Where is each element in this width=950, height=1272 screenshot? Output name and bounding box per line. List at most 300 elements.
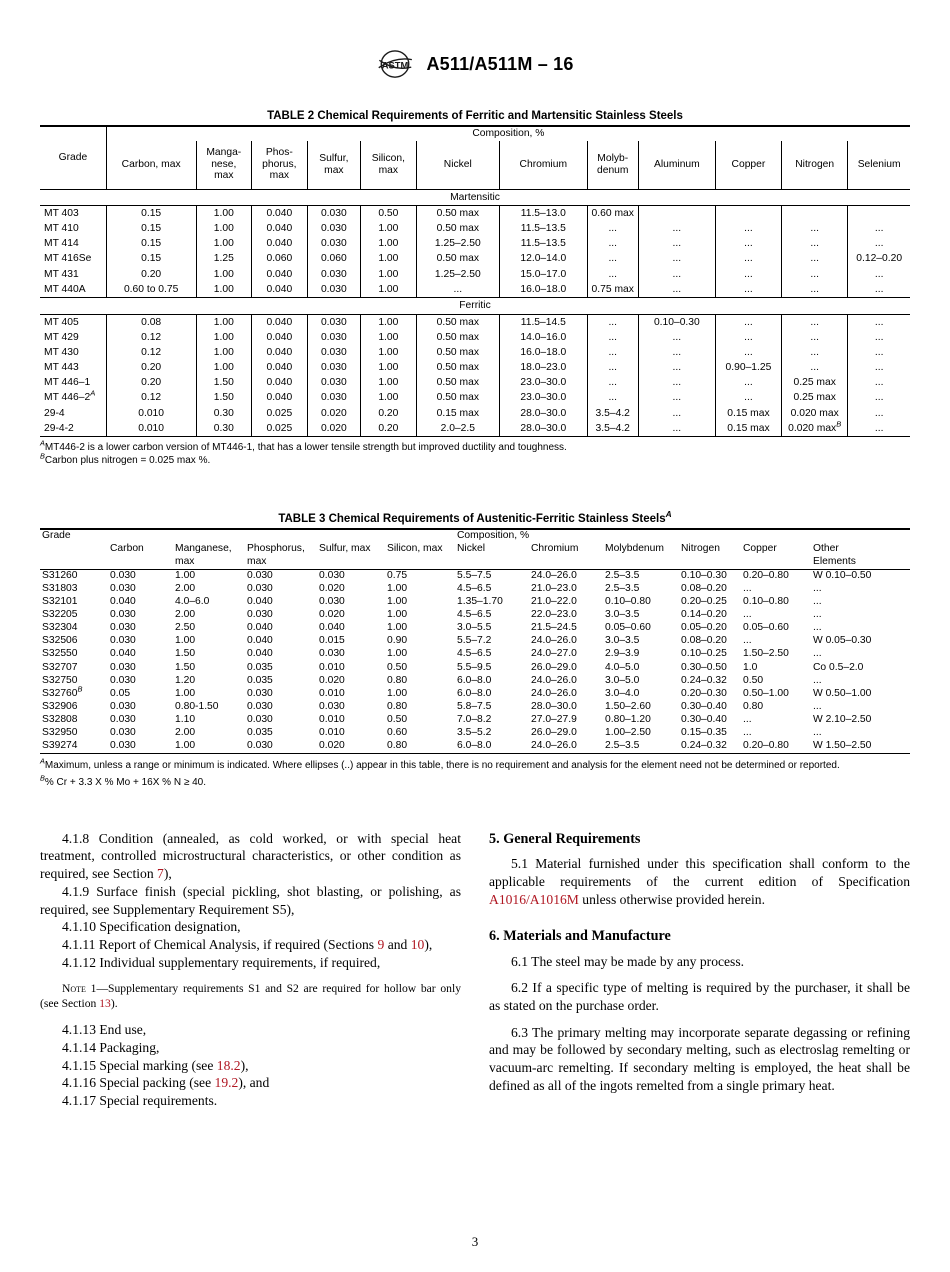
clause-4-1-16-text: 4.1.16 Special packing (see <box>62 1075 215 1091</box>
table3-cell: 5.5–7.2 <box>457 635 492 647</box>
table3-cell: ... <box>743 713 752 725</box>
table3-cell: 0.040 <box>110 596 136 608</box>
table2-cell: 0.040 <box>252 375 308 390</box>
table2-cell: 0.030 <box>307 314 360 330</box>
page-title: A511/A511M – 16 <box>426 53 574 74</box>
table2-header-row-1 <box>40 126 910 141</box>
table3-cell: 1.0 <box>743 661 758 673</box>
table2-row <box>40 314 910 330</box>
table2-cell: ... <box>848 391 910 406</box>
table2-cell: 0.030 <box>307 236 360 251</box>
table3-cell: 0.08–0.20 <box>681 635 727 647</box>
table2-cell: 1.00 <box>196 314 252 330</box>
table3-cell: 0.035 <box>247 727 273 739</box>
table3-cell: 1.00 <box>387 687 408 699</box>
table2-cell: 1.00 <box>196 282 252 298</box>
table2-closing-rule <box>40 437 910 441</box>
table3-cell: 0.50–1.00 <box>743 687 789 699</box>
table2-cell: 15.0–17.0 <box>499 267 587 282</box>
table2-row <box>40 236 910 251</box>
clause-4-1-12: 4.1.12 Individual supplementary requirements, if required, <box>62 954 381 970</box>
table2-cell: 0.60 to 0.75 <box>106 282 196 298</box>
table3-cell: 5.5–7.5 <box>455 569 529 583</box>
table2-row <box>40 421 910 437</box>
table2-cell: ... <box>587 330 638 345</box>
table3-row <box>40 609 910 622</box>
clause-4-1-16 <box>40 1074 461 1092</box>
table2-cell: 0.15 max <box>416 406 499 421</box>
table2-cell: 3.5–4.2 <box>587 406 638 421</box>
table3-closing-rule <box>40 754 910 757</box>
table3-cell: Co 0.5–2.0 <box>813 661 864 673</box>
table3-row <box>40 714 910 727</box>
table2-row <box>40 206 910 222</box>
table3-header-blank <box>40 543 108 570</box>
table3-row <box>40 662 910 675</box>
table3-cell: 0.20–0.30 <box>681 687 727 699</box>
table3-cell: 4.5–6.5 <box>457 648 492 660</box>
clause-4-1-11-text: 4.1.11 Report of Chemical Analysis, if required (Sections <box>62 936 378 952</box>
table2-cell: 0.08 <box>106 314 196 330</box>
clause-5-1-tail: unless otherwise provided herein. <box>578 891 765 907</box>
table3-cell: 5.8–7.5 <box>457 700 492 712</box>
table2-row <box>40 360 910 375</box>
table2-cell: 0.010 <box>106 421 196 437</box>
table3-cell: 7.0–8.2 <box>457 713 492 725</box>
table2-row <box>40 267 910 282</box>
table2-footnote-mark: A <box>40 438 45 448</box>
table2-cell: 0.040 <box>252 236 308 251</box>
table3-col-header: Manganese, max <box>175 542 232 567</box>
note-label: Note <box>62 982 86 996</box>
table2-col-header: Phos- phorus, max <box>252 141 308 190</box>
table2-cell: 28.0–30.0 <box>499 421 587 437</box>
clause-4-1-15 <box>40 1057 461 1075</box>
table2-cell: 1.00 <box>361 236 417 251</box>
table3-cell: 0.030 <box>247 713 273 725</box>
table3-cell: 0.80 <box>387 674 408 686</box>
table2-cell: 1.00 <box>196 330 252 345</box>
table3-cell: 1.00 <box>173 569 245 583</box>
table3-cell: ... <box>813 596 822 608</box>
table2-cell: 16.0–18.0 <box>499 345 587 360</box>
table2-row <box>40 375 910 390</box>
table3-cell-grade: S32950 <box>42 727 78 739</box>
table3-cell: 0.040 <box>247 622 273 634</box>
table2-row <box>40 221 910 236</box>
table2-grade-header: Grade <box>40 126 106 189</box>
table2-cell-grade: MT 416Se <box>40 252 106 267</box>
table3-cell: 6.0–8.0 <box>457 674 492 686</box>
table3-cell: 0.08–0.20 <box>681 583 727 594</box>
table3-cell: ... <box>743 727 752 739</box>
clause-4-1-11-tail: ), <box>424 936 433 952</box>
table2-cell: 0.50 max <box>416 391 499 406</box>
table3-cell: 22.0–23.0 <box>531 609 577 621</box>
table2-cell: 0.10–0.30 <box>638 314 715 330</box>
table3-cell: 0.035 <box>247 674 273 686</box>
table2 <box>40 125 910 440</box>
table3-cell: ... <box>813 622 822 634</box>
table3-cell: 0.030 <box>247 687 273 699</box>
table3-cell-grade: S32750 <box>42 674 78 686</box>
table3-cell: 4.5–6.5 <box>457 583 492 594</box>
table3-col-header: Silicon, max <box>387 542 443 554</box>
table2-cell: 1.00 <box>361 314 417 330</box>
table3-header-spacer <box>245 529 317 543</box>
table3-cell: 0.30–0.40 <box>681 700 727 712</box>
svg-text:ASTM: ASTM <box>382 60 409 71</box>
document-header <box>40 0 910 86</box>
table2-cell: 0.20 <box>106 360 196 375</box>
table3-cell: 6.0–8.0 <box>457 740 492 752</box>
table3-cell: 0.030 <box>110 740 136 752</box>
table2-cell: ... <box>638 345 715 360</box>
table2-cell: ... <box>715 282 781 298</box>
table3-header-spacer <box>173 529 245 543</box>
table3-cell: 4.0–5.0 <box>605 661 640 673</box>
table2-cell: 0.12 <box>106 345 196 360</box>
table2-cell: 0.020 max <box>782 406 848 421</box>
table3-col-header: Sulfur, max <box>319 542 371 554</box>
table3-cell: 0.80 <box>387 700 408 712</box>
table2-cell: 0.030 <box>307 267 360 282</box>
table3-cell: 2.5–3.5 <box>605 740 640 752</box>
table3-cell: 0.030 <box>110 713 136 725</box>
table3-cell: 0.030 <box>247 740 273 752</box>
clause-4-1-15-text: 4.1.15 Special marking (see <box>62 1057 217 1073</box>
table3-cell: 26.0–29.0 <box>531 727 577 739</box>
table2-cell: 1.00 <box>196 360 252 375</box>
table3-cell: ... <box>813 583 822 594</box>
table3-cell: 0.020 <box>319 674 345 686</box>
xref-section-7[interactable]: 7 <box>157 866 164 882</box>
table3-cell: 0.05 <box>110 687 131 699</box>
table3-cell: 1.50–2.50 <box>743 648 789 660</box>
clause-6-3: 6.3 The primary melting may incorporate separate degassing or refining and may be followed by secondary melting, such as electroslag remelting or vacuum-arc remelting. If secondary melting is employed, the heat shall be defined as all of the ingots remelted from a single primary heat. <box>489 1024 910 1093</box>
table2-cell: 0.040 <box>252 267 308 282</box>
table2-cell: 0.15 max <box>715 421 781 437</box>
table3-cell: 2.00 <box>175 583 196 594</box>
table2-footnotes <box>40 438 910 468</box>
table2-col-header: Molyb- denum <box>587 141 638 190</box>
table3-cell: 0.60 <box>387 727 408 739</box>
table3-col-header: Other Elements <box>813 542 856 567</box>
table2-cell: 0.030 <box>307 221 360 236</box>
table2-cell: 14.0–16.0 <box>499 330 587 345</box>
table3-cell: 0.020 <box>319 740 345 752</box>
table2-cell: 0.060 <box>307 252 360 267</box>
table2-cell: 0.12–0.20 <box>848 252 910 267</box>
table3-cell: 0.75 <box>385 569 455 583</box>
note-1 <box>40 981 461 1011</box>
table2-composition-header: Composition, % <box>106 126 910 141</box>
table3-cell: 0.030 <box>245 569 317 583</box>
table2-cell: ... <box>587 267 638 282</box>
table3-cell: 3.0–5.5 <box>457 622 492 634</box>
table2-cell: ... <box>638 375 715 390</box>
table2-section-ferritic-label: Ferritic <box>40 298 910 315</box>
table2-cell: 0.030 <box>307 360 360 375</box>
table2-cell: 0.20 <box>106 267 196 282</box>
table3-cell: 24.0–26.0 <box>529 569 603 583</box>
table2-cell: 1.50 <box>196 375 252 390</box>
clause-5-1 <box>489 855 910 908</box>
table3-footnote: $^A$Maximum, unless a range or minimum is indicated. Where ellipses (..) appear in this table, there is no requirement and analysis for the element need not be determined or reported. <box>40 756 840 772</box>
table2-col-header: Carbon, max <box>121 158 181 170</box>
xref-a1016-a1016m[interactable]: A1016/A1016M <box>489 891 579 907</box>
table2-cell <box>848 206 910 222</box>
table3-cell: 0.10–0.80 <box>605 596 651 608</box>
table3-cell: 0.035 <box>247 661 273 673</box>
table2-cell-footnote-mark: B <box>836 419 842 429</box>
table2-cell: 2.0–2.5 <box>416 421 499 437</box>
table2-cell: 0.20 <box>106 375 196 390</box>
table3-cell: 1.35–1.70 <box>457 596 503 608</box>
table2-cell: 0.020 <box>307 406 360 421</box>
table3-cell: 0.030 <box>319 648 345 660</box>
table2-cell-grade: MT 403 <box>40 206 106 222</box>
table2-cell-grade: MT 410 <box>40 221 106 236</box>
table2-cell: 0.90–1.25 <box>715 360 781 375</box>
table2-row <box>40 330 910 345</box>
xref-section-13[interactable]: 13 <box>99 997 111 1011</box>
table2-cell: ... <box>638 406 715 421</box>
table3-footnote-mark: A <box>40 756 45 766</box>
table3-cell: ... <box>813 674 822 686</box>
table3-cell-grade: S32808 <box>42 713 78 725</box>
table3-cell: 0.20–0.80 <box>741 569 811 583</box>
table3-cell: 3.0–3.5 <box>605 609 640 621</box>
table2-cell: 0.12 <box>106 391 196 406</box>
table2-row <box>40 282 910 298</box>
table2-cell: 0.030 <box>307 345 360 360</box>
table2-cell: 1.00 <box>196 206 252 222</box>
table3-row <box>40 688 910 701</box>
table3-row <box>40 675 910 688</box>
right-column <box>489 830 910 1110</box>
table2-cell: ... <box>638 267 715 282</box>
table3-row <box>40 727 910 740</box>
table3-cell: 0.80 <box>387 740 408 752</box>
table3-cell: 0.040 <box>110 648 136 660</box>
table3-cell: 0.90 <box>387 635 408 647</box>
table3-cell: 0.80 <box>743 700 764 712</box>
table3-caption <box>40 508 910 525</box>
table2-cell: ... <box>848 314 910 330</box>
table2-cell: 0.15 <box>106 221 196 236</box>
table2-cell: ... <box>587 221 638 236</box>
table2-cell: 23.0–30.0 <box>499 375 587 390</box>
table2-cell: ... <box>848 360 910 375</box>
table3-cell: 0.030 <box>317 569 385 583</box>
table2-cell: 0.020 max$^B$ <box>782 421 848 437</box>
table2-cell: 0.040 <box>252 391 308 406</box>
table2-cell: 0.030 <box>307 375 360 390</box>
table2-col-header: Nitrogen <box>782 141 848 190</box>
table2-col-header: Manga- nese, max <box>196 141 252 190</box>
table3-cell: 24.0–26.0 <box>531 674 577 686</box>
table3-cell: W 0.10–0.50 <box>811 569 910 583</box>
table3-cell: 0.010 <box>319 687 345 699</box>
table2-row <box>40 391 910 406</box>
table2-cell-grade: MT 430 <box>40 345 106 360</box>
body-columns <box>40 830 910 1110</box>
table2-cell: ... <box>782 252 848 267</box>
xref-18-2[interactable]: 18.2 <box>216 1057 241 1073</box>
table2-cell: ... <box>638 421 715 437</box>
table2-cell: 0.040 <box>252 282 308 298</box>
table3-cell: ... <box>813 609 822 621</box>
table2-cell: 0.20 <box>361 421 417 437</box>
table2-cell: 1.00 <box>196 345 252 360</box>
clause-4-1-8 <box>40 830 461 883</box>
table3-col-header: Chromium <box>531 542 579 554</box>
table3-cell: 0.14–0.20 <box>681 609 727 621</box>
table3-cell: 3.5–5.2 <box>457 727 492 739</box>
table2-cell: ... <box>782 236 848 251</box>
table2-cell-grade: MT 440A <box>40 282 106 298</box>
table2-footnote: $^B$Carbon plus nitrogen = 0.025 max %. <box>40 451 211 467</box>
table2-cell <box>638 206 715 222</box>
table2-cell: ... <box>416 282 499 298</box>
note-1-tail: ). <box>110 997 118 1011</box>
table2-col-header: Sulfur, max <box>307 141 360 190</box>
table3-cell-grade: S32550 <box>42 648 78 660</box>
table3-cell: 0.040 <box>247 596 273 608</box>
clause-4-1-16-tail: ), and <box>238 1075 270 1091</box>
table3-cell: 2.00 <box>175 727 196 739</box>
clause-4-1-10: 4.1.10 Specification designation, <box>62 919 241 935</box>
table2-cell: ... <box>587 375 638 390</box>
table2-cell: 0.040 <box>252 345 308 360</box>
table3-cell: 0.05–0.20 <box>681 622 727 634</box>
table2-cell: ... <box>848 267 910 282</box>
table3-cell: 0.030 <box>110 727 136 739</box>
table2-cell: 0.50 max <box>416 221 499 236</box>
table2-cell: ... <box>638 330 715 345</box>
table2-cell: ... <box>848 236 910 251</box>
table2-cell: 18.0–23.0 <box>499 360 587 375</box>
xref-section-10[interactable]: 10 <box>410 936 425 952</box>
table2-row <box>40 406 910 421</box>
table2-caption: TABLE 2 Chemical Requirements of Ferritic and Martensitic Stainless Steels <box>267 110 683 122</box>
table3-cell: 5.5–9.5 <box>457 661 492 673</box>
table3-cell: 0.040 <box>247 635 273 647</box>
table3-cell: 2.50 <box>175 622 196 634</box>
table3-cell: 0.15–0.35 <box>681 727 727 739</box>
astm-logo-icon <box>376 49 414 79</box>
table3-cell: 1.00 <box>387 648 408 660</box>
table3-cell: 0.05–0.60 <box>743 622 789 634</box>
table2-row <box>40 345 910 360</box>
clause-4-1-14: 4.1.14 Packaging, <box>62 1039 160 1055</box>
table2-cell: ... <box>587 345 638 360</box>
table3-cell: W 0.05–0.30 <box>813 635 872 647</box>
xref-19-2[interactable]: 19.2 <box>214 1075 239 1091</box>
table3-cell: 6.0–8.0 <box>457 687 492 699</box>
table3-col-header: Copper <box>743 542 777 554</box>
table3-cell-grade: S32101 <box>42 596 78 608</box>
table3-cell: W 1.50–2.50 <box>813 740 872 752</box>
table3-cell: 3.0–5.0 <box>605 674 640 686</box>
table2-cell: ... <box>715 345 781 360</box>
table3-cell: 0.50 <box>743 674 764 686</box>
clause-4-1-9: 4.1.9 Surface finish (special pickling, shot blasting, or polishing, as required, see Supplementary Requirement S5), <box>40 883 461 917</box>
table3-cell: 1.50 <box>175 661 196 673</box>
table3 <box>40 528 910 756</box>
table2-cell: 0.15 <box>106 206 196 222</box>
table2-cell: 1.50 <box>196 391 252 406</box>
table3-cell: 1.00 <box>175 635 196 647</box>
table2-footnote: $^A$MT446-2 is a lower carbon version of MT446-1, that has a lower tensile strength but improved ductility and toughness. <box>40 438 567 454</box>
table2-container <box>40 110 910 468</box>
table2-cell: 0.040 <box>252 314 308 330</box>
heading-section-6: 6. Materials and Manufacture <box>489 928 671 945</box>
table3-grade-header: Grade <box>40 529 108 543</box>
table3-cell: 0.20–0.80 <box>743 740 789 752</box>
table3-cell: 0.020 <box>319 609 345 621</box>
table2-cell: 1.25–2.50 <box>416 236 499 251</box>
table3-cell-grade: S32760$^B$ <box>42 684 83 699</box>
table3-cell-grade: S31260 <box>40 569 108 583</box>
table3-caption-footnote-mark: A <box>665 508 672 519</box>
table2-cell: 11.5–14.5 <box>499 314 587 330</box>
clause-6-2: 6.2 If a specific type of melting is required by the purchaser, it shall be as stated on the purchase order. <box>489 980 910 1014</box>
table3-cell: 0.30–0.50 <box>681 661 727 673</box>
table2-cell: 0.15 <box>106 252 196 267</box>
clause-4-1-11-mid: and <box>384 936 411 952</box>
page-number: 3 <box>471 1234 479 1249</box>
table2-section-martensitic <box>40 189 910 206</box>
table3-row <box>40 635 910 648</box>
note-1-text: 1—Supplementary requirements S1 and S2 are required for hollow bar only (see Section <box>40 982 461 1011</box>
table2-cell-grade: 29-4 <box>40 406 106 421</box>
clause-4-1-8-text: 4.1.8 Condition (annealed, as cold worked, or with special heat treatment, controlled microstructural characteristics, or other condition as required, see Section <box>40 830 461 882</box>
table3-cell: ... <box>813 700 822 712</box>
table2-cell: ... <box>782 345 848 360</box>
table3-composition-header: Composition, % <box>455 529 910 543</box>
clause-4-1-17: 4.1.17 Special requirements. <box>62 1093 218 1108</box>
table2-cell: ... <box>715 391 781 406</box>
table2-cell: 16.0–18.0 <box>499 282 587 298</box>
table2-cell: 0.025 <box>252 406 308 421</box>
table2-cell: 1.00 <box>361 391 417 406</box>
table2-cell: 0.030 <box>307 206 360 222</box>
table3-header-spacer <box>385 529 455 543</box>
table3-cell: 0.030 <box>110 635 136 647</box>
xref-section-9[interactable]: 9 <box>377 936 385 952</box>
table3-row <box>40 648 910 661</box>
table2-cell: 1.00 <box>196 236 252 251</box>
table2-cell-grade: MT 446–1 <box>40 375 106 390</box>
table2-cell: ... <box>782 330 848 345</box>
table2-cell: 0.50 <box>361 206 417 222</box>
table3-cell: 1.10 <box>175 713 196 725</box>
table3-cell: 27.0–27.9 <box>531 713 577 725</box>
table3-cell: W 0.50–1.00 <box>813 687 872 699</box>
table3-row <box>40 701 910 714</box>
table3-col-header: Phosphorus, max <box>247 542 305 567</box>
table3-col-header: Carbon <box>110 542 144 554</box>
table3-row <box>40 583 910 596</box>
table3-row <box>40 740 910 754</box>
table2-cell: 1.25 <box>196 252 252 267</box>
table3-cell: 0.020 <box>319 583 345 594</box>
table2-cell-grade: MT 431 <box>40 267 106 282</box>
table3-cell: 0.24–0.32 <box>681 740 727 752</box>
table3-cell: 0.030 <box>110 700 136 712</box>
